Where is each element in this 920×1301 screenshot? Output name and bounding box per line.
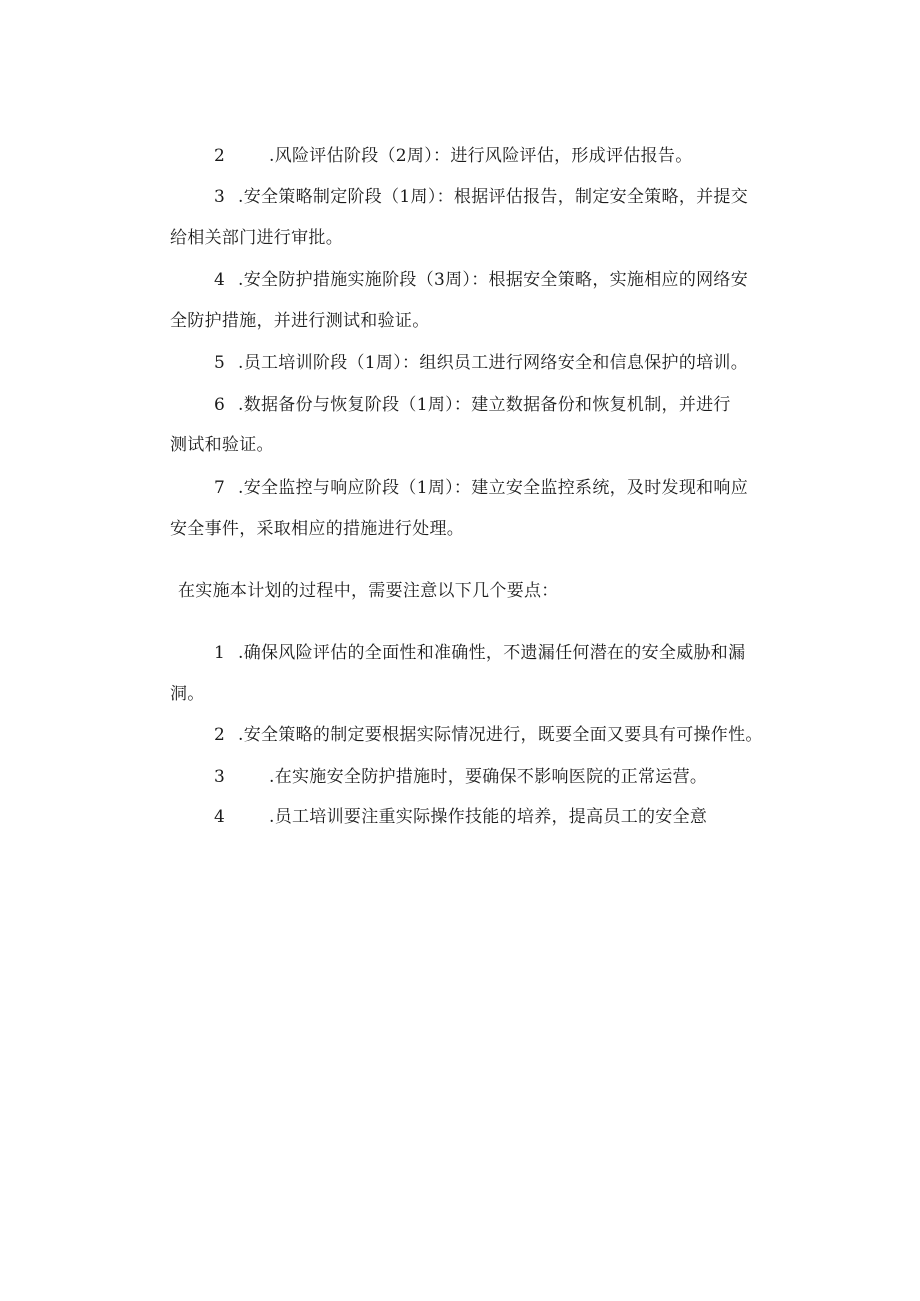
point-item [214,806,707,828]
phase-item [214,269,748,291]
item-text: .在实施安全防护措施时，要确保不影响医院的正常运营。 [269,767,708,787]
item-text: .风险评估阶段（2周）：进行风险评估，形成评估报告。 [269,146,693,166]
phase-item [214,352,748,374]
item-number: 3 [214,187,226,207]
item-number: 3 [214,767,226,787]
item-number: 5 [214,353,226,373]
item-continuation: 洞。 [170,684,205,704]
point-item [214,642,745,664]
item-number: 6 [214,395,226,415]
item-text: .员工培训要注重实际操作技能的培养，提高员工的安全意 [269,807,708,827]
item-continuation: 给相关部门进行审批。 [170,228,343,248]
item-continuation: 安全事件，采取相应的措施进行处理。 [170,519,465,539]
intro-paragraph: 在实施本计划的过程中，需要注意以下几个要点： [178,581,559,601]
point-item [214,724,763,746]
phase-item [214,394,731,416]
item-text: .安全防护措施实施阶段（3周）：根据安全策略，实施相应的网络安 [238,270,749,290]
item-number: 2 [214,725,226,745]
item-continuation: 全防护措施，并进行测试和验证。 [170,311,430,331]
item-continuation: 测试和验证。 [170,435,274,455]
item-number: 2 [214,146,226,166]
item-text: .安全策略制定阶段（1周）：根据评估报告，制定安全策略，并提交 [238,187,749,207]
item-text: .安全策略的制定要根据实际情况进行，既要全面又要具有可操作性。 [238,725,763,745]
item-number: 7 [214,478,226,498]
item-text: .确保风险评估的全面性和准确性，不遗漏任何潜在的安全威胁和漏 [238,643,746,663]
item-text: .员工培训阶段（1周）：组织员工进行网络安全和信息保护的培训。 [238,353,749,373]
item-text: .数据备份与恢复阶段（1周）：建立数据备份和恢复机制，并进行 [238,395,731,415]
item-number: 4 [214,270,226,290]
item-number: 4 [214,807,226,827]
phase-item [214,186,748,208]
item-text: .安全监控与响应阶段（1周）：建立安全监控系统，及时发现和响应 [238,478,749,498]
item-number: 1 [214,643,226,663]
phase-item [214,145,693,167]
point-item [214,766,707,788]
phase-item [214,477,748,499]
